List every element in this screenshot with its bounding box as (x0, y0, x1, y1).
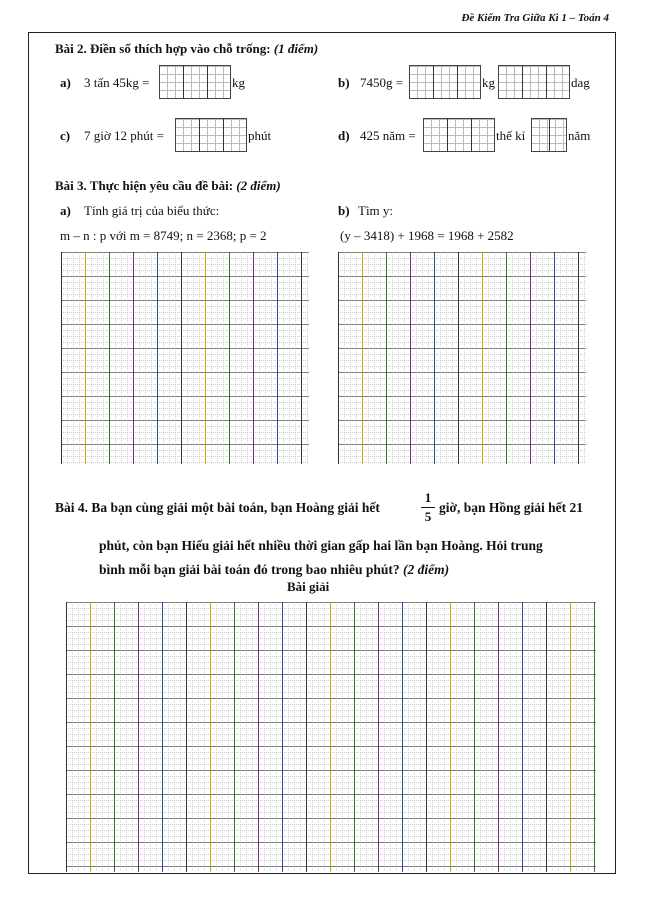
bai3-b-label: b) (338, 203, 350, 218)
bai4-line3: bình mỗi bạn giải bài toán đó trong bao nhiêu phút? (2 điểm) (99, 562, 450, 577)
bai2-c-label: c) (60, 128, 71, 143)
bai4-line2: phút, còn bạn Hiếu giải hết nhiều thời gian gấp hai lần bạn Hoàng. Hỏi trung (99, 538, 543, 553)
bai2-d-unit2: năm (568, 128, 591, 143)
bai2-a-label: a) (60, 75, 71, 90)
bai4-line1-start: Bài 4. Ba bạn cùng giải một bài toán, bạn Hoàng giải hết (55, 500, 380, 515)
bai3-title: Bài 3. Thực hiện yêu cầu đề bài: (2 điểm) (55, 178, 281, 193)
bai2-c-unit: phút (248, 128, 272, 143)
bai2-b-text: 7450g = (360, 75, 404, 90)
solution-grid[interactable] (66, 602, 596, 872)
fraction-denominator: 5 (424, 509, 432, 524)
bai2-d-label: d) (338, 128, 350, 143)
bai2-b-label: b) (338, 75, 350, 90)
bai3-b-expression: (y – 3418) + 1968 = 1968 + 2582 (340, 228, 514, 243)
bai2-d-text: 425 năm = (360, 128, 416, 143)
bai3-a-text: Tính giá trị của biểu thức: (84, 203, 220, 218)
work-grid-a[interactable] (61, 252, 309, 464)
page-header: Đề Kiểm Tra Giữa Kì 1 – Toán 4 (461, 12, 609, 24)
answer-box-c[interactable] (175, 118, 247, 152)
work-grid-b[interactable] (338, 252, 586, 464)
bai2-a-unit: kg (232, 75, 245, 90)
answer-box-b2[interactable] (498, 65, 570, 99)
bai2-c-text: 7 giờ 12 phút = (84, 128, 164, 143)
bai2-title: Bài 2. Điền số thích hợp vào chỗ trống: (1 điểm) (55, 41, 319, 56)
bai2-b-unit2: dag (571, 75, 590, 90)
solution-title: Bài giải (287, 579, 330, 594)
bai2-a-text: 3 tấn 45kg = (84, 75, 150, 90)
bai2-d-unit1: thế kỉ (496, 128, 526, 143)
bai3-a-label: a) (60, 203, 71, 218)
bai3-b-text: Tìm y: (358, 203, 394, 218)
answer-box-d1[interactable] (423, 118, 495, 152)
fraction-numerator: 1 (424, 490, 432, 505)
answer-box-b1[interactable] (409, 65, 481, 99)
bai2-b-unit1: kg (482, 75, 495, 90)
bai4-fraction (421, 490, 435, 525)
bai4-line1-end: giờ, bạn Hồng giải hết 21 (439, 500, 583, 515)
answer-box-a[interactable] (159, 65, 231, 99)
answer-box-d2[interactable] (531, 118, 567, 152)
bai3-a-expression: m – n : p với m = 8749; n = 2368; p = 2 (60, 228, 267, 243)
